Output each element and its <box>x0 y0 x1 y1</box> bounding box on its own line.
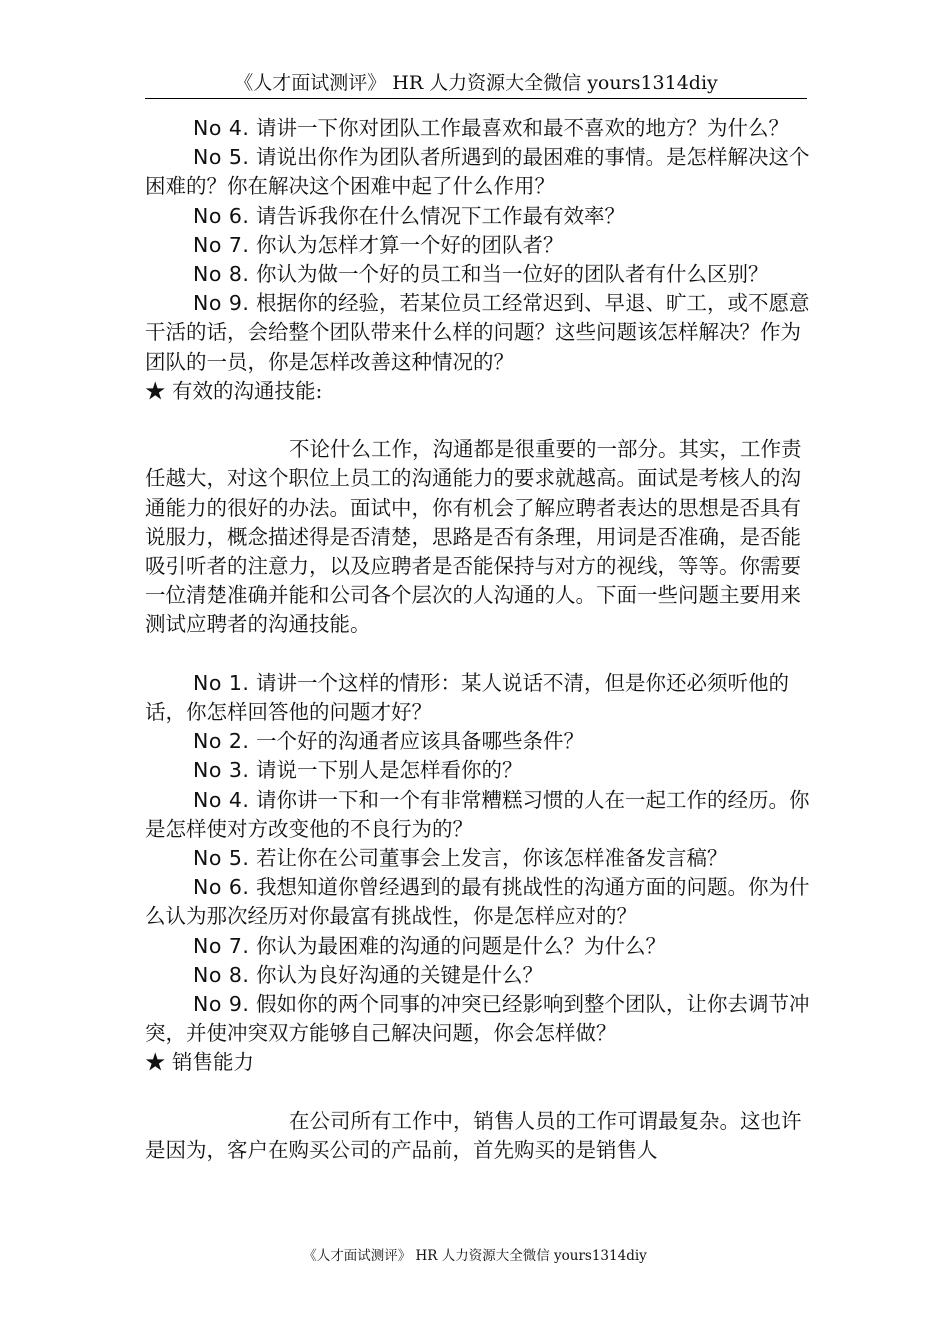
question-item <box>145 114 813 143</box>
question-number: No 5. <box>193 145 250 170</box>
question-number: No 6. <box>193 875 250 900</box>
page-header: 《人才面试测评》 HR 人力资源大全微信 yours1314diy <box>145 68 807 99</box>
question-text: 根据你的经验，若某位员工经常迟到、早退、旷工，或不愿意干活的话，会给整个团队带来什么样的问题？这些问题该怎样解决？作为团队的一员，你是怎样改善这种情况的？ <box>145 291 810 374</box>
question-text: 请你讲一下和一个有非常糟糕习惯的人在一起工作的经历。你是怎样使对方改变他的不良行为的？ <box>145 787 810 841</box>
question-item <box>145 786 813 844</box>
question-text: 一个好的沟通者应该具备哪些条件？ <box>249 729 584 754</box>
question-text: 请说出你作为团队者所遇到的最困难的事情。是怎样解决这个困难的？你在解决这个困难中起了什么作用？ <box>145 145 810 199</box>
question-number: No 1. <box>193 670 250 695</box>
question-item <box>145 756 813 785</box>
question-text: 你认为最困难的沟通的问题是什么？为什么？ <box>249 933 666 958</box>
question-item <box>145 961 813 990</box>
question-number: No 7. <box>193 232 250 257</box>
question-text: 你认为做一个好的员工和当一位好的团队者有什么区别？ <box>249 262 769 287</box>
sales-heading: ★ 销售能力 <box>145 1050 255 1075</box>
document-body <box>145 114 813 1165</box>
question-text: 请讲一个这样的情形：某人说话不清，但是你还必须听他的话，你怎样回答他的问题才好？ <box>145 670 789 725</box>
page-footer: 《人才面试测评》 HR 人力资源大全微信 yours1314diy <box>303 1248 647 1264</box>
question-number: No 9. <box>193 291 250 316</box>
question-text: 请讲一下你对团队工作最喜欢和最不喜欢的地方？为什么？ <box>249 116 789 140</box>
question-item <box>145 143 813 201</box>
question-number: No 9. <box>193 992 250 1017</box>
question-number: No 4. <box>193 787 250 812</box>
question-item <box>145 231 813 260</box>
question-number: No 8. <box>193 962 250 987</box>
question-number: No 7. <box>193 933 250 958</box>
question-text: 请说一下别人是怎样看你的？ <box>249 758 523 783</box>
question-item <box>145 669 813 727</box>
question-text: 若让你在公司董事会上发言，你该怎样准备发言稿？ <box>249 846 728 871</box>
question-item <box>145 727 813 756</box>
question-number: No 5. <box>193 846 250 871</box>
question-text: 请告诉我你在什么情况下工作最有效率？ <box>249 203 625 228</box>
question-item <box>145 844 813 873</box>
question-text: 我想知道你曾经遇到的最有挑战性的沟通方面的问题。你为什么认为那次经历对你最富有挑战性，你是怎样应对的？ <box>145 875 810 929</box>
blank-line <box>145 1078 813 1107</box>
question-number: No 2. <box>193 729 250 754</box>
question-number: No 3. <box>193 758 250 783</box>
communication-intro: 不论什么工作，沟通都是很重要的一部分。其实，工作责任越大，对这个职位上员工的沟通能力的要求就越高。面试是考核人的沟通能力的很好的办法。面试中，你有机会了解应聘者表达的思想是否具有说服力，概念描述得是否清楚，思路是否有条理，用词是否准确，是否能吸引听者的注意力，以及应聘者是否能保持与对方的视线，等等。你需要一位清楚准确并能和公司各个层次的人沟通的人。下面一些问题主要用来测试应聘者的沟通技能。 <box>145 437 802 637</box>
question-item <box>145 289 813 377</box>
sales-intro: 在公司所有工作中，销售人员的工作可谓最复杂。这也许是因为，客户在购买公司的产品前，首先购买的是销售人 <box>145 1108 802 1163</box>
question-number: No 4. <box>193 116 250 140</box>
blank-line <box>145 640 813 669</box>
question-item <box>145 202 813 231</box>
question-text: 你认为怎样才算一个好的团队者？ <box>249 232 564 257</box>
question-text: 你认为良好沟通的关键是什么？ <box>249 962 543 987</box>
question-item <box>145 260 813 289</box>
question-text: 假如你的两个同事的冲突已经影响到整个团队，让你去调节冲突，并使冲突双方能够自己解决问题，你会怎样做？ <box>145 992 810 1046</box>
question-number: No 6. <box>193 203 250 228</box>
question-item <box>145 873 813 931</box>
blank-line <box>145 406 813 435</box>
question-item <box>145 990 813 1048</box>
question-number: No 8. <box>193 262 250 287</box>
question-item <box>145 932 813 961</box>
communication-heading: ★ 有效的沟通技能: <box>145 378 323 403</box>
